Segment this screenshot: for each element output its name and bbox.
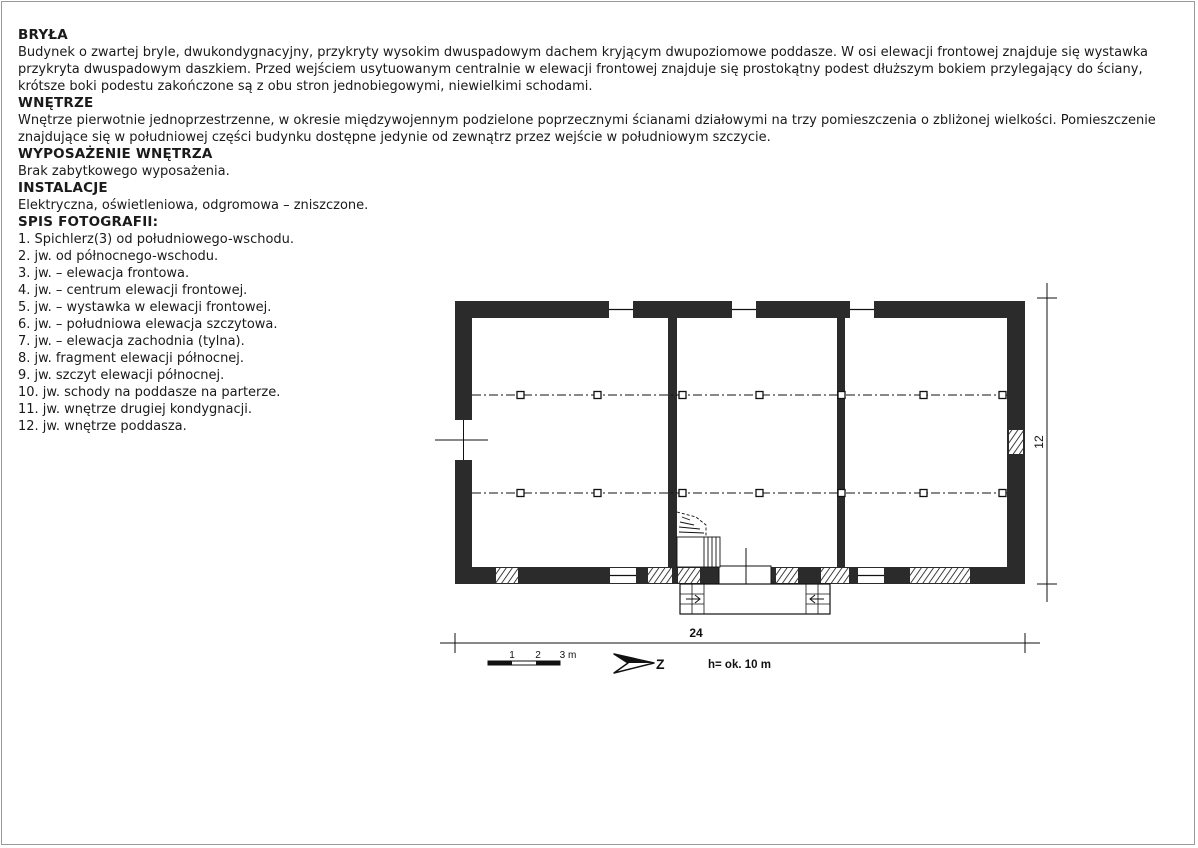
section-title: BRYŁA xyxy=(18,27,68,43)
scale-tick-2: 2 xyxy=(535,650,541,661)
list-item: 7. jw. – elewacja zachodnia (tylna). xyxy=(18,334,245,349)
list-item: 10. jw. schody na poddasze na parterze. xyxy=(18,385,281,400)
list-item: 8. jw. fragment elewacji północnej. xyxy=(18,351,245,366)
list-item: 4. jw. – centrum elewacji frontowej. xyxy=(18,283,248,298)
list-item: 1. Spichlerz(3) od południowego-wschodu. xyxy=(18,232,295,247)
scale-tick-1: 1 xyxy=(509,650,515,661)
list-item: 5. jw. – wystawka w elewacji frontowej. xyxy=(18,300,272,315)
north-arrow-icon xyxy=(614,654,654,673)
dimension-width-label: 24 xyxy=(689,626,703,640)
list-item: 9. jw. szczyt elewacji północnej. xyxy=(18,368,225,383)
list-item: 12. jw. wnętrze poddasza. xyxy=(18,419,187,434)
scale-bar xyxy=(488,661,560,665)
section-body: Brak zabytkowego wyposażenia. xyxy=(18,164,230,179)
vent-north xyxy=(1009,430,1023,454)
section-title: INSTALACJE xyxy=(18,180,108,196)
list-item: 2. jw. od północnego-wschodu. xyxy=(18,249,219,264)
list-item: 3. jw. – elewacja frontowa. xyxy=(18,266,190,281)
list-item: 11. jw. wnętrze drugiej kondygnacji. xyxy=(18,402,252,417)
section-title: WNĘTRZE xyxy=(18,95,94,111)
section-body: Budynek o zwartej bryle, dwukondygnacyjny, przykryty wysokim dwuspadowym dachem kryjącym dwupoziomowe poddasze. W osi elewacji frontowej znajduje się wystawka przykryta dwuspadowym daszkiem. Przed wejściem usytuowanym centralnie w elewacji frontowej znajduje się prostokątny podest dłuższym bokiem przylegający do ściany, krótsze boki podestu zakończone są z obu stron jednobiegowymi, niewielkimi schodami. xyxy=(18,45,1149,94)
height-note: h= ok. 10 m xyxy=(708,659,771,671)
section-body: Wnętrze pierwotnie jednoprzestrzenne, w okresie międzywojennym podzielone poprzecznymi ścianami działowymi na trzy pomieszczenia o zbliżonej wielkości. Pomieszczenie znajdujące się w południowej części budynku dostępne jedynie od zewnątrz przez wejście w południowym szczycie. xyxy=(18,113,1156,145)
photos-title: SPIS FOTOGRAFII: xyxy=(18,214,159,230)
dimension-width xyxy=(440,633,1040,653)
section-title: WYPOSAŻENIE WNĘTRZA xyxy=(18,146,213,162)
section-body: Elektryczna, oświetleniowa, odgromowa – zniszczone. xyxy=(18,198,369,213)
outer-walls xyxy=(455,301,1025,584)
dimension-depth-label: 12 xyxy=(1032,435,1046,449)
list-item: 6. jw. – południowa elewacja szczytowa. xyxy=(18,317,278,332)
north-label: Z xyxy=(656,656,665,672)
scale-tick-3: 3 m xyxy=(559,650,577,661)
